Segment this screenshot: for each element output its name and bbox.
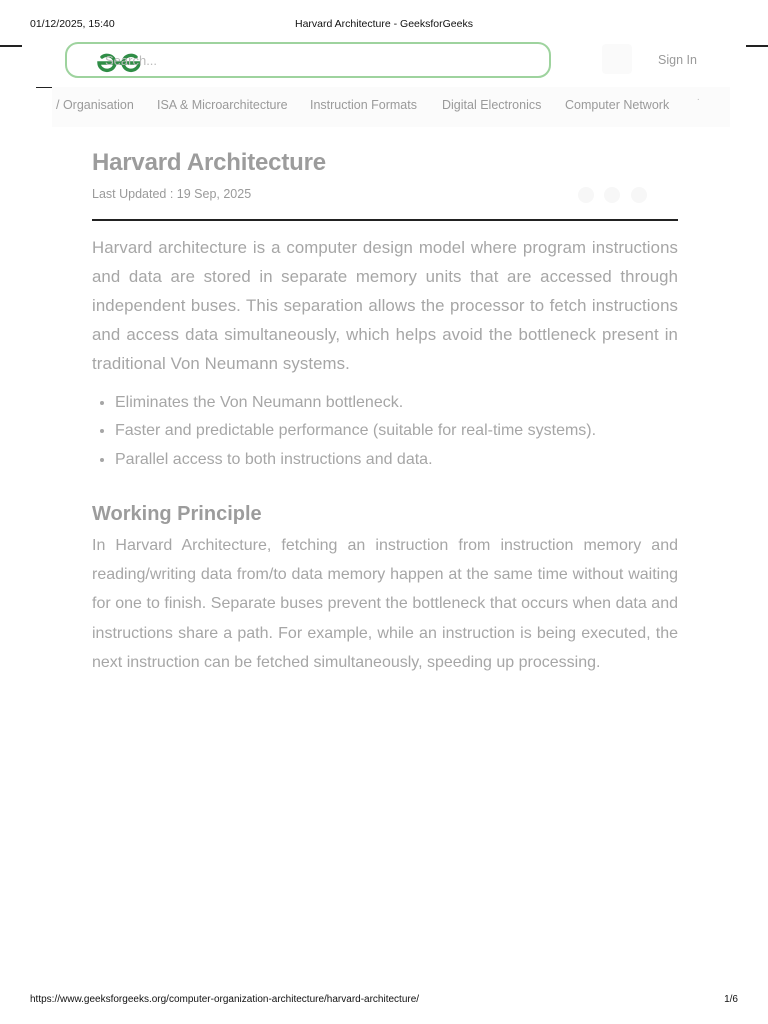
print-datetime: 01/12/2025, 15:40 (30, 18, 115, 30)
sign-in-link[interactable]: Sign In (658, 53, 697, 67)
bookmark-icon[interactable] (604, 187, 620, 203)
tab-organisation[interactable]: / Organisation (56, 98, 134, 112)
tab-isa-microarchitecture[interactable]: ISA & Microarchitecture (157, 98, 288, 112)
right-edge-mark (746, 45, 768, 47)
advantages-list (92, 389, 678, 475)
tab-prefix-mark: / (56, 98, 63, 112)
print-page-number: 1/6 (724, 994, 738, 1005)
top-navbar (36, 40, 718, 88)
title-divider (92, 219, 678, 221)
topic-tabs (52, 87, 730, 127)
section-heading: Working Principle (92, 503, 262, 526)
share-icon[interactable] (578, 187, 594, 203)
print-footer-url: https://www.geeksforgeeks.org/computer-organization-architecture/harvard-architecture/ (30, 994, 420, 1005)
print-header (0, 18, 768, 32)
article-content (92, 145, 678, 677)
working-principle-paragraph: In Harvard Architecture, fetching an instruction from instruction memory and reading/writing data from/to data memory happen at the same time without waiting for one to finish. Separate buses prevent the bottleneck that occurs when data and instructions share a path. For example, while an instruction is being executed, the next instruction can be fetched simultaneously, speeding up processing. (92, 537, 678, 671)
tab-digital-electronics[interactable]: Digital Electronics (442, 98, 542, 112)
tab-computer-network[interactable]: Computer Network (565, 98, 670, 112)
user-avatar-placeholder (602, 44, 632, 74)
more-options-icon[interactable] (631, 187, 647, 203)
left-edge-mark (0, 45, 22, 47)
print-page-title: Harvard Architecture - GeeksforGeeks (295, 18, 473, 30)
list-item: • Eliminates the Von Neumann bottleneck. (115, 389, 678, 418)
intro-paragraph: Harvard architecture is a computer design model where program instructions and data are stored in separate memory units that are accessed through independent buses. This separation allows the processor to fetch instructions and access data simultaneously, which helps avoid the bottleneck present in traditional Von Neumann systems. (92, 237, 678, 374)
search-input[interactable] (65, 42, 551, 78)
list-item: • Parallel access to both instructions and data. (115, 446, 678, 475)
last-updated: Last Updated : 19 Sep, 2025 (92, 187, 252, 201)
list-item: • Faster and predictable performance (suitable for real-time systems). (115, 417, 678, 446)
tab-instruction-formats[interactable]: Instruction Formats (310, 98, 417, 112)
article-title: Harvard Architecture (92, 149, 326, 176)
tabs-more-indicator[interactable]: · (696, 94, 700, 105)
share-actions (572, 187, 648, 209)
search-placeholder: Search... (105, 53, 158, 68)
